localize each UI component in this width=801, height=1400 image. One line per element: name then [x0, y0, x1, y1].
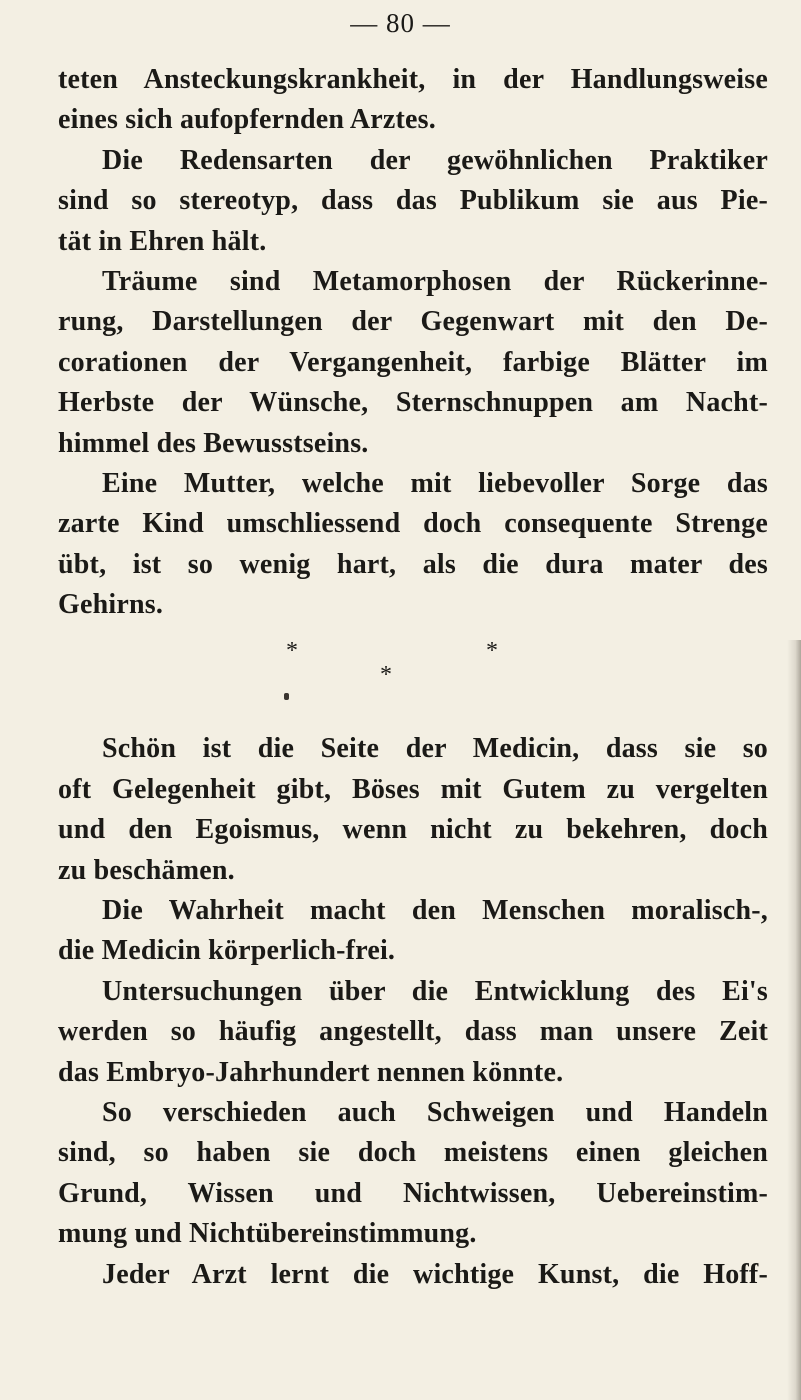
section-separator [58, 625, 768, 729]
text-line: eines sich aufopfernden Arztes. [58, 104, 436, 136]
text-line: Schön ist die Seite der Medicin, dass sie so [102, 733, 768, 765]
text-block-2 [58, 729, 768, 1294]
text-line: teten Ansteckungskrankheit, in der Handlungsweise [58, 64, 768, 95]
text-line: Grund, Wissen und Nichtwissen, Uebereinstim- [58, 1177, 768, 1209]
text-line: himmel des Bewusstseins. [58, 427, 369, 459]
text-line: Die Wahrheit macht den Menschen moralisch-, [102, 895, 768, 927]
text-line: Gehirns. [58, 589, 164, 621]
ink-speck [284, 693, 289, 700]
text-line: übt, ist so wenig hart, als die dura mater des [58, 548, 768, 580]
page-edge-shadow [787, 640, 801, 1400]
page-number: — 80 — [350, 8, 451, 38]
text-line: rung, Darstellungen der Gegenwart mit den De- [58, 306, 768, 338]
text-line: Jeder Arzt lernt die wichtige Kunst, die Hoff- [102, 1258, 768, 1290]
text-line: Untersuchungen über die Entwicklung des Ei's [102, 975, 768, 1007]
text-line: tät in Ehren hält. [58, 225, 267, 257]
text-line: Eine Mutter, welche mit liebevoller Sorge das [102, 467, 768, 499]
text-line: Herbste der Wünsche, Sternschnuppen am Nacht- [58, 387, 768, 419]
text-line: sind, so haben sie doch meistens einen gleichen [58, 1137, 768, 1169]
text-line: werden so häufig angestellt, dass man unsere Zeit [58, 1016, 768, 1048]
text-line: und den Egoismus, wenn nicht zu bekehren, doch [58, 814, 768, 846]
text-line: zarte Kind umschliessend doch consequente Strenge [58, 508, 768, 540]
text-line: sind so stereotyp, dass das Publikum sie aus Pie- [58, 185, 768, 217]
text-block-1 [58, 60, 768, 625]
text-line: oft Gelegenheit gibt, Böses mit Gutem zu vergelten [58, 773, 768, 805]
separator-star-left: * [286, 638, 299, 665]
text-line: Träume sind Metamorphosen der Rückerinne- [102, 265, 768, 297]
text-line: zu beschämen. [58, 854, 235, 886]
page-text [58, 60, 768, 1295]
text-line: Die Redensarten der gewöhnlichen Praktiker [102, 144, 768, 176]
text-line: So verschieden auch Schweigen und Handeln [102, 1096, 768, 1128]
text-line: das Embryo-Jahrhundert nennen könnte. [58, 1056, 564, 1088]
separator-star-right: * [486, 638, 499, 665]
text-line: mung und Nichtübereinstimmung. [58, 1218, 477, 1250]
text-line: die Medicin körperlich-frei. [58, 935, 396, 967]
separator-star-center: * [380, 662, 393, 689]
text-line: corationen der Vergangenheit, farbige Blätter im [58, 346, 768, 378]
